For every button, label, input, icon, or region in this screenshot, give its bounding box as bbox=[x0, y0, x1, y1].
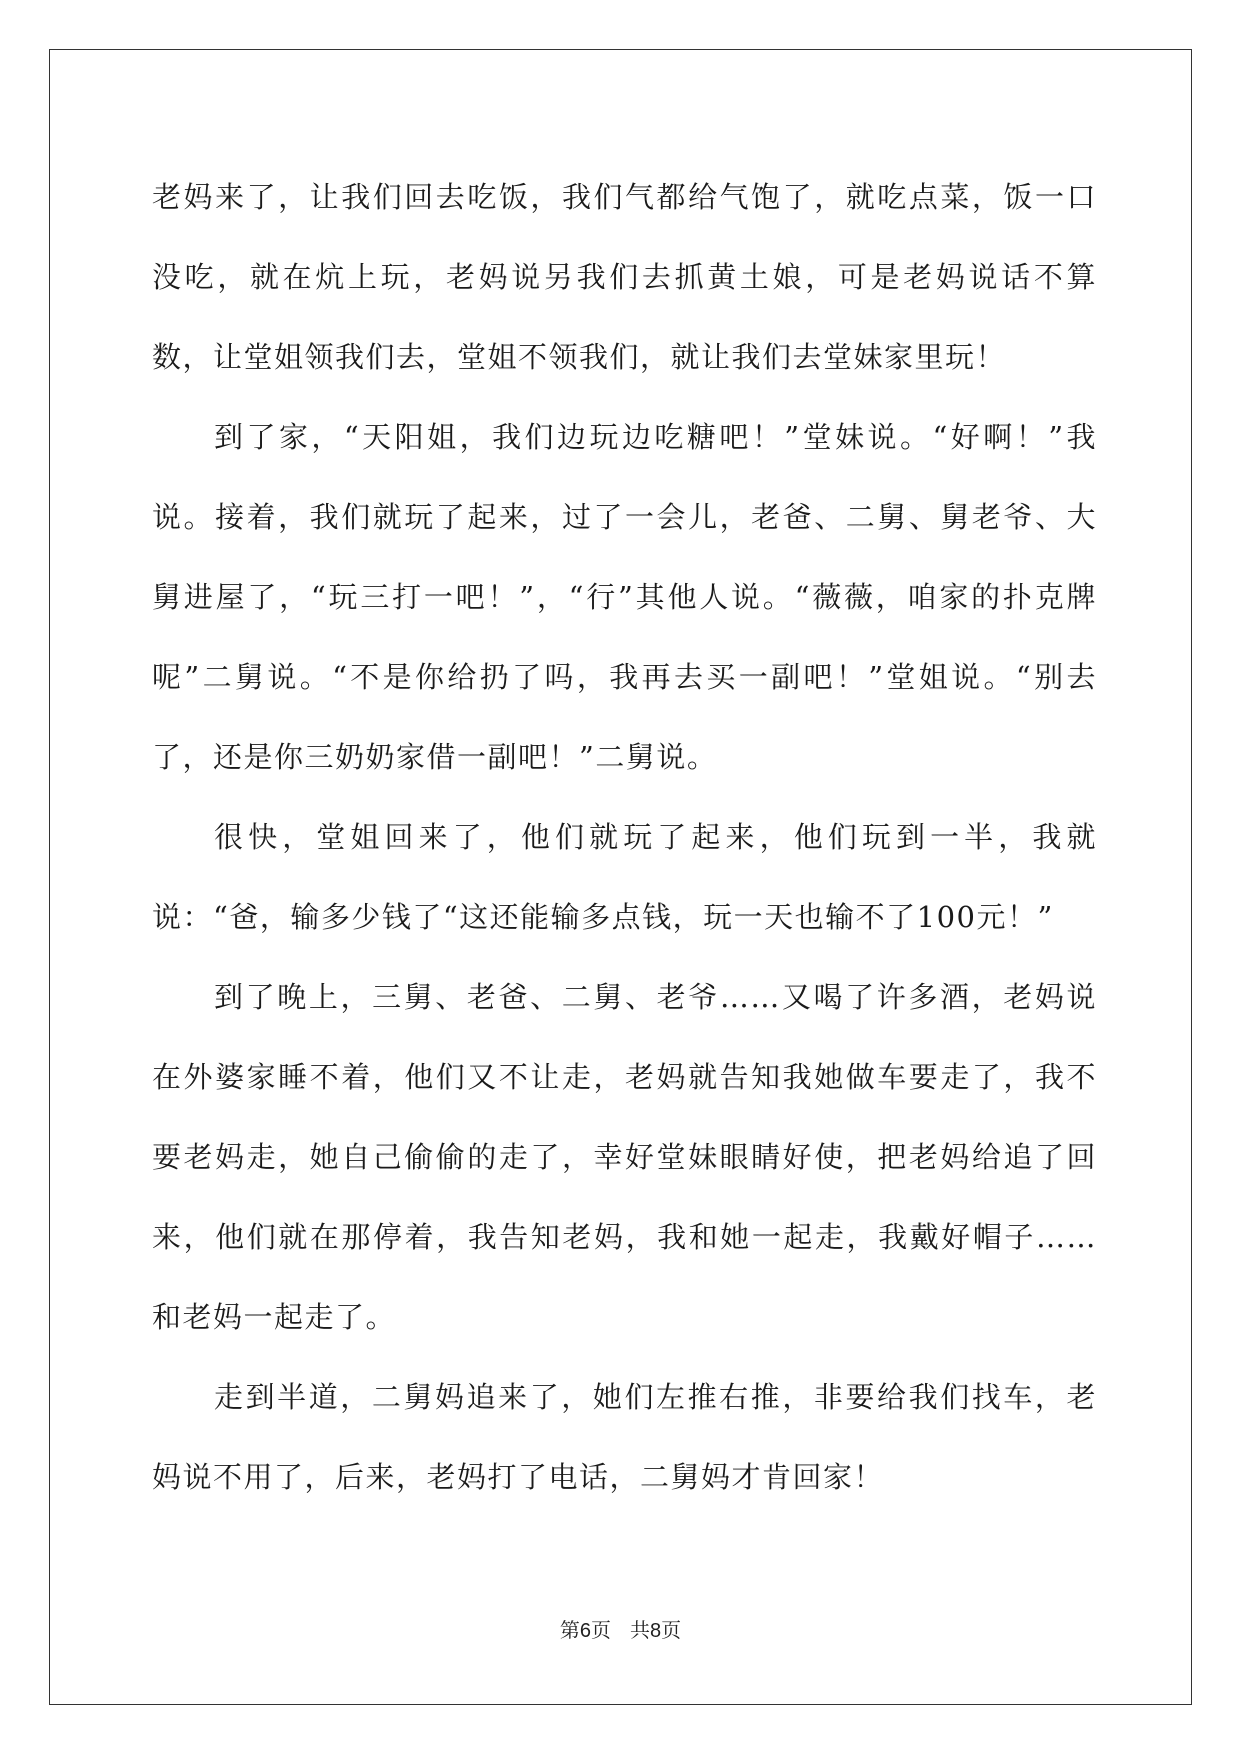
footer-current-page: 6 bbox=[579, 1620, 591, 1642]
paragraph-2: 到了家，“天阳姐，我们边玩边吃糖吧！”堂妹说。“好啊！”我说。接着，我们就玩了起来，过了一会儿，老爸、二舅、舅老爷、大舅进屋了，“玩三打一吧！”，“行”其他人说。“薇薇，咱家的扑克牌呢”二舅说。“不是你给扔了吗，我再去买一副吧！”堂姐说。“别去了，还是你三奶奶家借一副吧！”二舅说。 bbox=[152, 420, 1097, 774]
paragraph-4: 到了晚上，三舅、老爸、二舅、老爷……又喝了许多酒，老妈说在外婆家睡不着，他们又不让走，老妈就告知我她做车要走了，我不要老妈走，她自己偷偷的走了，幸好堂妹眼睛好使，把老妈给追了回来，他们就在那停着，我告知老妈，我和她一起走，我戴好帽子……和老妈一起走了。 bbox=[152, 980, 1097, 1334]
document-body bbox=[152, 157, 1097, 1517]
footer-page-unit: 页 bbox=[590, 1618, 611, 1642]
page-footer bbox=[0, 1614, 1241, 1643]
footer-total-pages: 8 bbox=[650, 1620, 662, 1642]
footer-total-prefix: 共 bbox=[630, 1618, 651, 1642]
paragraph-5: 走到半道，二舅妈追来了，她们左推右推，非要给我们找车，老妈说不用了，后来，老妈打了电话，二舅妈才肯回家！ bbox=[152, 1380, 1097, 1494]
paragraph-3: 很快，堂姐回来了，他们就玩了起来，他们玩到一半，我就说：“爸，输多少钱了“这还能输多点钱，玩一天也输不了100元！” bbox=[152, 820, 1097, 934]
paragraph-1: 老妈来了，让我们回去吃饭，我们气都给气饱了，就吃点菜，饭一口没吃，就在炕上玩，老妈说另我们去抓黄土娘，可是老妈说话不算数，让堂姐领我们去，堂姐不领我们，就让我们去堂妹家里玩！ bbox=[152, 180, 1097, 374]
footer-total-unit: 页 bbox=[661, 1618, 682, 1642]
footer-prefix: 第 bbox=[559, 1618, 580, 1642]
